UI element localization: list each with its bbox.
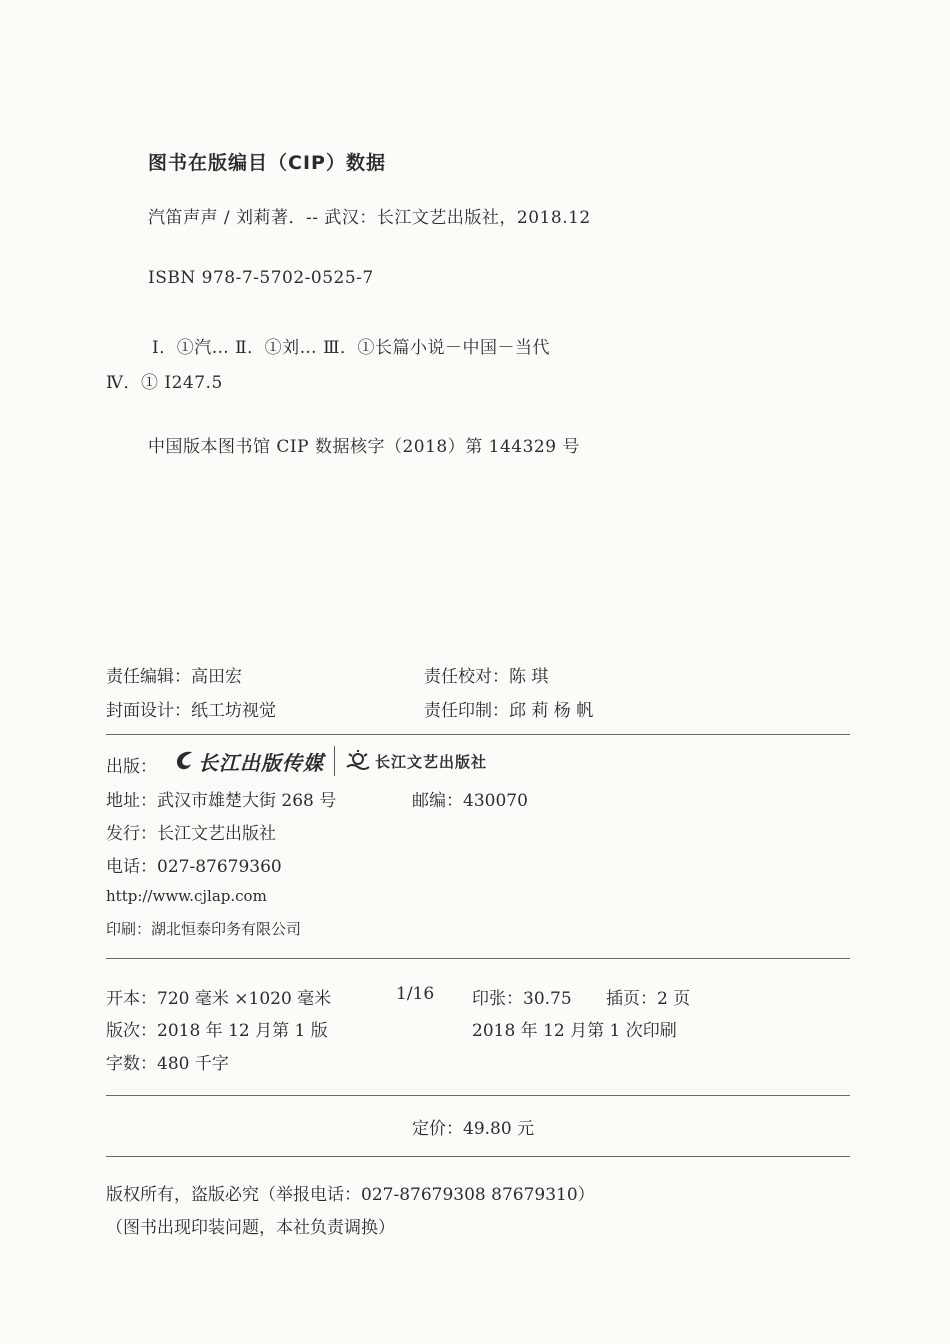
impression: 2018 年 12 月第 1 次印刷 <box>472 1021 677 1041</box>
copyright-notice: 版权所有，盗版必究（举报电话：027-87679308 87679310） <box>106 1185 595 1205</box>
distributor: 发行：长江文艺出版社 <box>106 824 276 844</box>
publisher-logo <box>172 744 487 778</box>
defect-replacement-notice: （图书出现印装问题，本社负责调换） <box>106 1218 395 1238</box>
classification-line-2: Ⅳ．① I247.5 <box>106 373 223 393</box>
cover-design: 封面设计：纸工坊视觉 <box>106 701 276 721</box>
postcode: 邮编：430070 <box>412 791 528 811</box>
printing-supervisor: 责任印制：邱 莉 杨 帆 <box>424 701 594 721</box>
website-url: http://www.cjlap.com <box>106 887 267 905</box>
address: 地址：武汉市雄楚大街 268 号 <box>106 791 337 811</box>
logo-text-house: 长江文艺出版社 <box>375 752 488 771</box>
edition: 版次：2018 年 12 月第 1 版 <box>106 1021 328 1041</box>
logo-text-group: 长江出版传媒 <box>198 750 324 775</box>
publisher-label: 出版： <box>106 757 157 777</box>
price: 定价：49.80 元 <box>412 1119 535 1139</box>
logo-divider <box>334 746 335 776</box>
classification-line-1: Ⅰ．①汽… Ⅱ．①刘… Ⅲ．①长篇小说－中国－当代 <box>152 338 550 358</box>
responsible-editor: 责任编辑：高田宏 <box>106 667 242 687</box>
divider-1 <box>106 734 850 735</box>
cip-number: 中国版本图书馆 CIP 数据核字（2018）第 144329 号 <box>148 437 580 457</box>
book-format: 开本：720 毫米 ×1020 毫米 <box>106 989 332 1009</box>
word-count: 字数：480 千字 <box>106 1054 229 1074</box>
swirl-logo-icon <box>172 748 198 774</box>
printer: 印刷：湖北恒泰印务有限公司 <box>106 920 302 938</box>
phone: 电话：027-87679360 <box>106 857 282 877</box>
format-fraction: 1/16 <box>396 984 435 1004</box>
divider-4 <box>106 1156 850 1157</box>
isbn: ISBN 978-7-5702-0525-7 <box>148 268 374 288</box>
responsible-proofreader: 责任校对：陈 琪 <box>424 667 549 687</box>
insert-pages: 插页：2 页 <box>606 989 691 1009</box>
printed-sheets: 印张：30.75 <box>472 989 572 1009</box>
cip-bibliographic-line: 汽笛声声 / 刘莉著．-- 武汉：长江文艺出版社，2018.12 <box>148 208 591 228</box>
cip-title: 图书在版编目（CIP）数据 <box>148 152 386 174</box>
divider-3 <box>106 1095 850 1096</box>
divider-2 <box>106 958 850 959</box>
sun-wave-logo-icon <box>345 750 371 772</box>
